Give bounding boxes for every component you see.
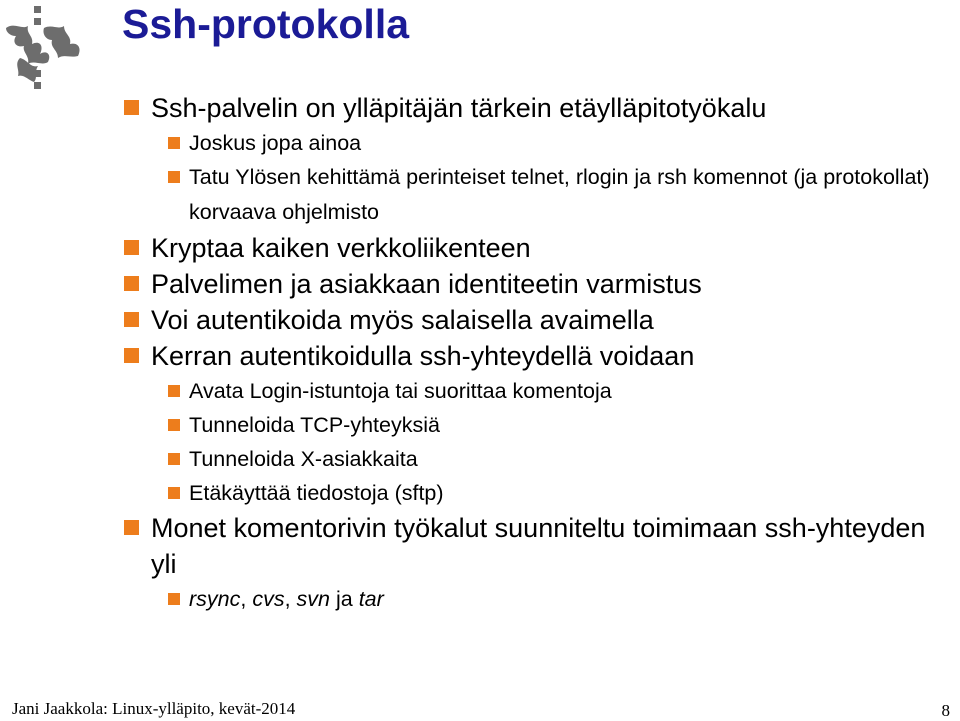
tool-cvs: cvs (252, 587, 285, 611)
tool-tar: tar (358, 587, 384, 611)
bullet-text: Kryptaa kaiken verkkoliikenteen (151, 233, 531, 263)
bullet-text: Monet komentorivin työkalut suunniteltu toimimaan ssh-yhteyden yli (151, 513, 926, 579)
separator: , (284, 587, 297, 611)
bullet-text: Ssh-palvelin on ylläpitäjän tärkein etäylläpitotyökalu (151, 93, 767, 123)
page-number: 8 (941, 701, 950, 720)
bullet-text: Kerran autentikoidulla ssh-yhteydellä voidaan (151, 341, 695, 371)
bullet-komentorivi (124, 510, 944, 582)
tool-rsync: rsync (189, 587, 241, 611)
university-flame-logo-icon (0, 0, 96, 96)
slide-title: Ssh-protokolla (122, 1, 410, 47)
sub-bullet-x: Tunneloida X-asiakkaita (168, 442, 944, 476)
tool-svn: svn (296, 587, 330, 611)
conjunction: ja (330, 587, 359, 611)
bullet-text: Palvelimen ja asiakkaan identiteetin varmistus (151, 269, 702, 299)
sub-list-container (124, 374, 944, 510)
sub-bullet-joskus: Joskus jopa ainoa (168, 126, 944, 160)
sub-list (124, 582, 944, 616)
sub-bullet-tatu: Tatu Ylösen kehittämä perinteiset telnet, rlogin ja rsh komennot (ja protokollat) korvaava ohjelmisto (168, 160, 944, 230)
bullet-kryptaa (124, 230, 944, 266)
bullet-identiteetti (124, 266, 944, 302)
bullet-kerran (124, 338, 944, 374)
sub-list-container (124, 126, 944, 230)
sub-bullet-login: Avata Login-istuntoja tai suorittaa komentoja (168, 374, 944, 408)
sub-list (124, 374, 944, 510)
bullet-ssh-server (124, 90, 944, 126)
bullet-list (124, 90, 944, 616)
sub-list-container (124, 582, 944, 616)
sub-list (124, 126, 944, 230)
bullet-text: Voi autentikoida myös salaisella avaimella (151, 305, 654, 335)
separator: , (240, 587, 253, 611)
bullet-autentikoida (124, 302, 944, 338)
sub-bullet-sftp: Etäkäyttää tiedostoja (sftp) (168, 476, 944, 510)
footer-author: Jani Jaakkola: Linux-ylläpito, kevät-2014 (12, 699, 296, 718)
sub-bullet-tools (168, 582, 944, 616)
sub-bullet-tcp: Tunneloida TCP-yhteyksiä (168, 408, 944, 442)
